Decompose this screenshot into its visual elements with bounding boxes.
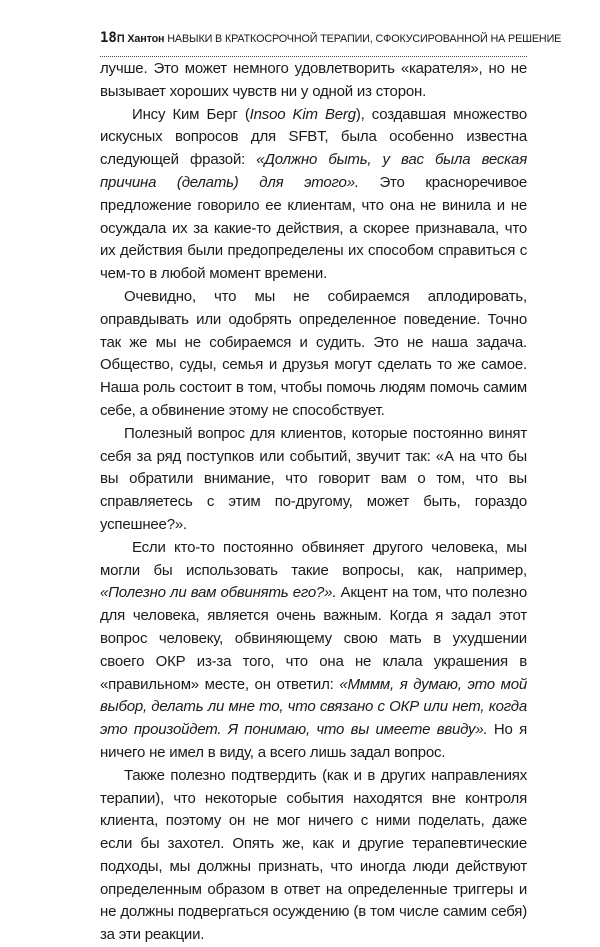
header-dotted-rule: [100, 56, 527, 57]
paragraph-4: Полезный вопрос для клиентов, которые постоянно винят себя за ряд поступков или событий, звучит так: «А на что бы вы обратили внимание, что говорит вам о том, что вы справляетесь с этим по-другому, может быть, гораздо успешнее?».: [100, 424, 527, 533]
book-title: НАВЫКИ В КРАТКОСРОЧНОЙ ТЕРАПИИ, СФОКУСИРОВАННОЙ НА РЕШЕНИЕ: [167, 33, 562, 45]
paragraph-3: Очевидно, что мы не собираемся аплодировать, оправдывать или одобрять определенное поведение. Точно так же мы не собираемся и судить. Это не наша задача. Общество, суды, семья и друзья могут сделать то же самое. Наша роль состоит в том, чтобы помочь людям помочь самим себе, а обвинение этому не способствует.: [100, 287, 527, 419]
page-number: 18: [100, 30, 117, 46]
paragraph-6: Также полезно подтвердить (как и в других направлениях терапии), что некоторые события находятся вне контроля клиента, поэтому он не мог ничего с ними поделать, даже если бы захотел. Опять же, как и другие терапевтические подходы, мы должны признать, что иногда люди действуют определенным образом в ответ на определенные триггеры и не должны подвергаться осуждению (в том числе самим себя) за эти реакции.: [100, 766, 527, 944]
paragraph-1: лучше. Это может немного удовлетворить «карателя», но не вызывает хороших чувств ни у одной из сторон.: [100, 60, 527, 100]
author-name: П Хантон: [116, 33, 165, 45]
running-header: [100, 30, 562, 50]
quote-question: «Полезно ли вам обвинять его?».: [100, 584, 337, 602]
paragraph-2: Инсу Ким Берг (Insoo Kim Berg), создавшая множество искусных вопросов для SFBT, была особенно известна следующей фразой: «Должно быть, у вас была веская причина (делать) для этого». Это красноречивое предложение говорило ее клиентам, что она не винила и не осуждала их за какие-то действия, а скорее признавала, что их действия были предопределены их способом справиться с чем-то в любой момент времени.: [100, 105, 528, 283]
quote-berg: «Должно быть, у вас была веская причина (делать) для этого».: [100, 151, 528, 191]
author-name-english: Insoo Kim Berg: [249, 105, 356, 123]
running-title: [117, 33, 561, 45]
page-body: [100, 58, 527, 947]
quote-client-answer: «Мммм, я думаю, это мой выбор, делать ли мне то, что связано с ОКР или нет, когда это произойдет. Я понимаю, что вы имеете ввиду».: [100, 675, 527, 739]
paragraph-5: Если кто-то постоянно обвиняет другого человека, мы могли бы использовать такие вопросы, как, например, «Полезно ли вам обвинять его?». Акцент на том, что полезно для человека, является очень важным. Когда я задал этот вопрос человеку, обвиняющему свою мать в ухудшении своего ОКР из-за того, что она не клала украшения в «правильном» месте, он ответил: «Мммм, я думаю, это мой выбор, делать ли мне то, что связано с ОКР или нет, когда это произойдет. Я понимаю, что вы имеете ввиду». Но я ничего не имел в виду, а всего лишь задал вопрос.: [100, 538, 527, 761]
